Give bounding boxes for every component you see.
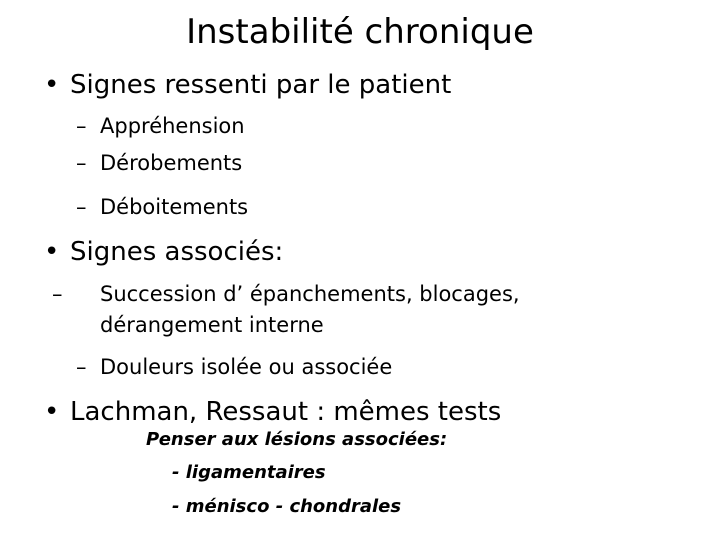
note-line-ligamentaires: - ligamentaires — [172, 462, 326, 483]
sub-item-text: Douleurs isolée ou associée — [100, 355, 393, 379]
sub-item-derobements — [76, 148, 242, 179]
sub-item-text: Dérobements — [100, 151, 243, 175]
bullet-text: Lachman, Ressaut : mêmes tests — [70, 397, 502, 427]
sub-item-text: Appréhension — [100, 114, 245, 138]
sub-item-apprehension — [76, 111, 245, 142]
dash-icon: – — [76, 114, 87, 138]
note-line-menisco: - ménisco - chondrales — [172, 496, 402, 517]
sub-item-text: Succession d’ épanchements, blocages, dérangement interne — [100, 282, 520, 337]
bullet-signes-associes — [44, 235, 283, 269]
bullet-signes-ressentis — [44, 68, 451, 102]
note-heading: Penser aux lésions associées: — [146, 429, 448, 450]
bullet-icon: • — [44, 70, 60, 100]
sub-item-douleurs — [76, 352, 392, 383]
sub-item-deboitements — [76, 192, 248, 223]
bullet-text: Signes ressenti par le patient — [70, 70, 452, 100]
bullet-icon: • — [44, 237, 60, 267]
sub-item-succession — [52, 279, 600, 341]
bullet-icon: • — [44, 397, 60, 427]
dash-icon: – — [76, 151, 87, 175]
dash-icon: – — [76, 195, 87, 219]
dash-icon: – — [52, 282, 63, 306]
sub-item-text: Déboitements — [100, 195, 249, 219]
bullet-text: Signes associés: — [70, 237, 284, 267]
slide-title: Instabilité chronique — [186, 12, 534, 52]
dash-icon: – — [76, 355, 87, 379]
